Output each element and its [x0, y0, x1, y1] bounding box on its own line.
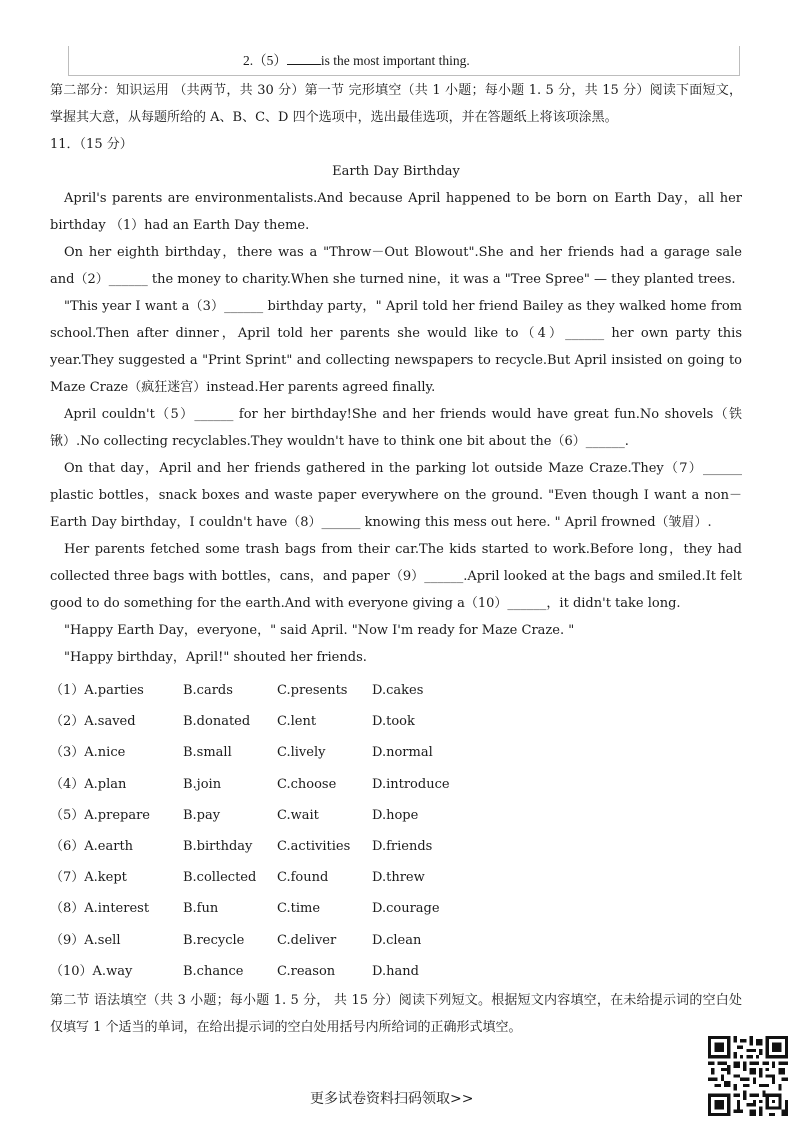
option-d: D.normal — [372, 745, 433, 761]
option-b: B.donated — [183, 714, 251, 730]
option-d: D.friends — [372, 839, 433, 855]
section-intro: 第二部分：知识运用 （共两节，共 30 分）第一节 完形填空（共 1 小题；每小题 1. 5 分，共 15 分）阅读下面短文，掌握其大意，从每题所给的 A、B、C、D 四个选项中，选出最佳选项，并在答题纸上将该项涂黑。 — [50, 83, 742, 125]
option-a: （8）A.interest — [50, 901, 150, 917]
option-a: （9）A.sell — [50, 932, 121, 948]
option-b: B.birthday — [183, 839, 253, 855]
option-d: D.hand — [372, 963, 419, 979]
option-row — [50, 925, 742, 956]
option-b: B.join — [183, 776, 222, 792]
option-d: D.courage — [372, 901, 440, 917]
section-2-instructions: 第二节 语法填空（共 3 小题；每小题 1. 5 分， 共 15 分）阅读下列短文。根据短文内容填空，在未给提示词的空白处仅填写 1 个适当的单词，在给出提示词的空白处用括号内所给词的正确形式填空。 — [50, 992, 742, 1035]
option-row — [50, 862, 742, 893]
option-row — [50, 769, 742, 800]
option-b: B.small — [183, 745, 232, 761]
option-b: B.pay — [183, 807, 221, 823]
previous-question-box — [68, 46, 740, 76]
option-d: D.hope — [372, 807, 419, 823]
option-a: （5）A.prepare — [50, 807, 151, 823]
question-number: 11．（15 分） — [50, 137, 133, 152]
passage-paragraph-1: April's parents are environmentalists.And because April happened to be born on Earth Day，all her birthday （1）had an Earth Day theme. — [50, 191, 742, 233]
option-a: （2）A.saved — [50, 714, 136, 730]
option-c: C.time — [277, 901, 321, 917]
option-a: （1）A.parties — [50, 683, 144, 699]
option-b: B.recycle — [183, 932, 245, 948]
option-d: D.clean — [372, 932, 422, 948]
option-b: B.cards — [183, 683, 233, 699]
option-b: B.collected — [183, 870, 257, 886]
previous-question-line — [243, 49, 470, 73]
option-row — [50, 800, 742, 831]
option-a: （6）A.earth — [50, 839, 134, 855]
option-d: D.took — [372, 714, 415, 730]
option-c: C.presents — [277, 683, 348, 699]
qr-code-icon[interactable] — [708, 1036, 788, 1116]
passage-paragraph-5: On that day，April and her friends gathered in the parking lot outside Maze Craze.They（7）______ plastic bottles，snack boxes and waste paper everywhere on the ground. "Even though I want a non－Earth Day birthday，I couldn't have（8）______ knowing this mess out here. " April frowned（皱眉）. — [50, 461, 742, 530]
passage-title: Earth Day Birthday — [332, 164, 460, 179]
option-c: C.wait — [277, 807, 319, 823]
option-row — [50, 831, 742, 862]
passage-paragraph-3: "This year I want a（3）______ birthday party，" April told her friend Bailey as they walked home from school.Then after dinner，April told her parents she would like to（4）______ her own party this year.They suggested a "Print Sprint" and collecting newspapers to recycle.But April insisted on going to Maze Craze（疯狂迷宫）instead.Her parents agreed finally. — [50, 299, 742, 395]
options-list — [50, 675, 742, 987]
option-c: C.activities — [277, 839, 351, 855]
option-d: D.threw — [372, 870, 425, 886]
answer-blank — [287, 51, 321, 65]
passage-paragraph-2: On her eighth birthday，there was a "Throw－Out Blowout".She and her friends had a garage sale and（2）______ the money to charity.When she turned nine，it was a "Tree Spree" — they planted trees. — [50, 245, 742, 287]
option-d: D.introduce — [372, 776, 450, 792]
passage-paragraph-7: "Happy Earth Day，everyone，" said April. "Now I'm ready for Maze Craze. " — [64, 623, 575, 638]
option-c: C.lent — [277, 714, 317, 730]
option-a: （3）A.nice — [50, 745, 126, 761]
passage-paragraph-4: April couldn't（5）______ for her birthday!She and her friends would have great fun.No shovels（铁锹）.No collecting recyclables.They wouldn't have to think one bit about the（6）______. — [50, 407, 742, 449]
option-row — [50, 893, 742, 924]
option-c: C.found — [277, 870, 329, 886]
option-row — [50, 675, 742, 706]
previous-question-prefix: 2.（5） — [243, 53, 287, 68]
option-b: B.fun — [183, 901, 219, 917]
option-b: B.chance — [183, 963, 244, 979]
option-c: C.choose — [277, 776, 337, 792]
option-row — [50, 706, 742, 737]
previous-question-suffix: is the most important thing. — [320, 53, 470, 68]
option-a: （10）A.way — [50, 963, 133, 979]
option-row — [50, 956, 742, 987]
exam-content — [50, 77, 742, 1041]
footer-text: 更多试卷资料扫码领取>> — [310, 1091, 474, 1107]
option-c: C.deliver — [277, 932, 337, 948]
option-c: C.reason — [277, 963, 336, 979]
option-c: C.lively — [277, 745, 326, 761]
option-a: （4）A.plan — [50, 776, 127, 792]
option-d: D.cakes — [372, 683, 424, 699]
passage-paragraph-8: "Happy birthday，April!" shouted her friends. — [64, 650, 367, 665]
passage-paragraph-6: Her parents fetched some trash bags from their car.The kids started to work.Before long，they had collected three bags with bottles，cans，and paper（9）______.April looked at the bags and smiled.It felt good to do something for the earth.And with everyone giving a（10）______，it didn't take long. — [50, 542, 742, 611]
option-row — [50, 737, 742, 768]
option-a: （7）A.kept — [50, 870, 127, 886]
